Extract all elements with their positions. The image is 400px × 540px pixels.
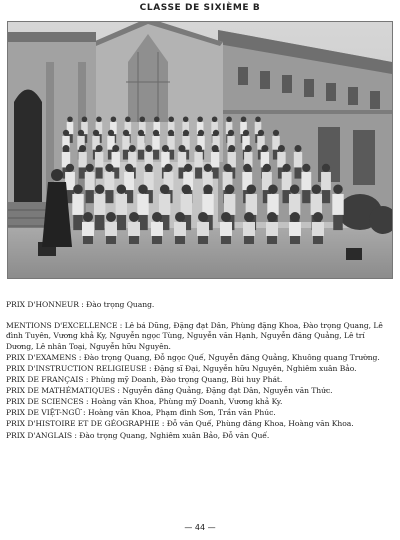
student-figure bbox=[294, 145, 302, 179]
student-figure bbox=[220, 212, 232, 244]
prize-label: PRIX D'EXAMENS : bbox=[6, 352, 82, 362]
student-figure bbox=[104, 164, 114, 203]
student-figure bbox=[266, 212, 278, 244]
student-figure bbox=[82, 212, 94, 244]
student-figure bbox=[137, 130, 144, 160]
student-figure bbox=[85, 164, 95, 203]
student-figure bbox=[116, 185, 127, 231]
prize-label: PRIX D'HONNEUR : bbox=[6, 300, 84, 309]
prize-names: Đào trọng Quang. bbox=[86, 300, 155, 309]
prize-label: PRIX D'ANGLAIS : bbox=[6, 430, 77, 440]
prize-label: PRIX DE SCIENCES : bbox=[6, 397, 89, 407]
prize-names: Lê bá Dũng, Đặng đạt Dân, Phùng đặng Khoa, Đào trọng Quang, Lê đình Tuyên, Vương khả Ky, Nguyễn ngọc Tùng, Nguyễn văn Hạnh, Nguyễn đăng Quảng, Lê trí Dương, Lê nhân Toại, Nguyễn hữu Nguyên. bbox=[6, 320, 383, 351]
prize-names: Hoàng văn Khoa, Phạm đình Sơn, Trần văn Phúc. bbox=[87, 408, 276, 418]
prize-names: Đỗ văn Quế, Phùng đăng Khoa, Hoàng văn Khoa. bbox=[166, 419, 354, 429]
page-number: — 44 — bbox=[184, 523, 216, 532]
prize-names: Phùng mỹ Doanh, Đào trọng Quang, Bùi huy Phát. bbox=[90, 375, 283, 385]
student-figure bbox=[128, 212, 140, 244]
prize-label: PRIX DE VIỆT-NGỮ : bbox=[6, 408, 86, 418]
student-figure bbox=[197, 212, 209, 244]
prize-entry bbox=[6, 431, 392, 442]
prize-entry bbox=[6, 364, 392, 375]
prize-entry bbox=[6, 353, 392, 364]
student-figure bbox=[243, 212, 255, 244]
prize-label: PRIX DE FRANÇAIS : bbox=[6, 375, 89, 385]
student-figure bbox=[105, 212, 117, 244]
student-figure bbox=[321, 164, 331, 203]
class-photo bbox=[7, 21, 393, 279]
page-title: CLASSE DE SIXIÈME B bbox=[139, 3, 261, 13]
prize-names: Nguyễn đăng Quảng, Đặng đạt Dân, Nguyễn văn Thức. bbox=[122, 386, 333, 396]
student-figure bbox=[72, 185, 83, 231]
prize-label: MENTIONS D'EXCELLENCE : bbox=[6, 320, 123, 330]
prize-entry bbox=[6, 321, 392, 353]
student-figure bbox=[174, 212, 186, 244]
prize-entry bbox=[6, 300, 392, 311]
student-figure bbox=[151, 212, 163, 244]
prize-names: Đào trọng Quang, Đỗ ngọc Quế, Nguyễn đăng Quảng, Khuông quang Trường. bbox=[83, 352, 380, 362]
student-figure bbox=[332, 185, 343, 231]
prize-label: PRIX D'HISTOIRE ET DE GÉOGRAPHIE : bbox=[6, 419, 165, 429]
student-figure bbox=[289, 212, 301, 244]
prize-entry bbox=[6, 375, 392, 386]
prize-names: Hoàng văn Khoa, Phùng mỹ Doanh, Vương khả Ky. bbox=[90, 397, 283, 407]
prize-label: PRIX D'INSTRUCTION RELIGIEUSE : bbox=[6, 363, 152, 373]
prize-names: Đặng sĩ Đại, Nguyễn hữu Nguyên, Nghiêm xuân Bảo. bbox=[153, 363, 357, 373]
prize-entry bbox=[6, 386, 392, 397]
prize-entry bbox=[6, 419, 392, 430]
student-figure bbox=[194, 145, 202, 179]
prize-list bbox=[6, 300, 392, 442]
prize-entry bbox=[6, 397, 392, 408]
student-figure bbox=[301, 164, 311, 203]
student-figure bbox=[95, 145, 103, 179]
student-figure bbox=[152, 130, 159, 160]
prize-names: Đào trọng Quang, Nghiêm xuân Bảo, Đỗ văn Quế. bbox=[79, 430, 270, 440]
prize-label: PRIX DE MATHÉMATIQUES : bbox=[6, 386, 120, 396]
prize-entry bbox=[6, 408, 392, 419]
student-figure bbox=[312, 212, 324, 244]
student-figure bbox=[94, 185, 105, 231]
